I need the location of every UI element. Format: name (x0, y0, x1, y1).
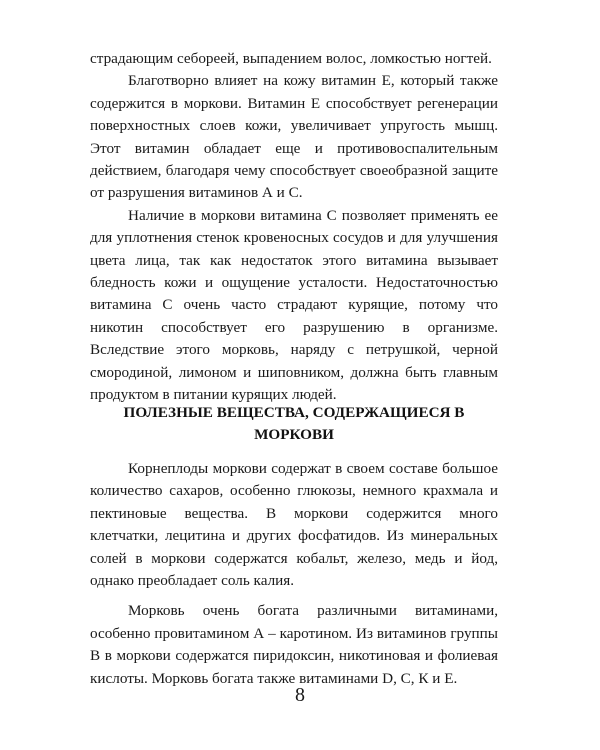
upper-text (90, 48, 498, 407)
section-heading (90, 402, 498, 446)
paragraph-vitamin-e: Благотворно влияет на кожу витамин Е, который также содержится в моркови. Витамин Е способствует регенерации поверхностных слоев кожи, увеличивает упругость мышц. Этот витамин обладает еще и противовоспалительным действием, благодаря чему способствует своеобразной защите от разрушения витаминов А и С. (90, 72, 498, 202)
paragraph-vitamin-c: Наличие в моркови витамина С позволяет применять ее для уплотнения стенок кровеносных сосудов и для улучшения цвета лица, так как недостаток этого витамина вызывает бледность кожи и ощущение усталости. Недостаточностью витамина С очень часто страдают курящие, потому что никотин способствует его разрушению в организме. Вследствие этого морковь, наряду с петрушкой, черной смородиной, лимоном и шиповником, должна быть главным продуктом в питании курящих людей. (90, 206, 498, 404)
section-heading-line-1: ПОЛЕЗНЫЕ ВЕЩЕСТВА, СОДЕРЖАЩИЕСЯ В (123, 404, 465, 421)
paragraph-composition: Корнеплоды моркови содержат в своем составе большое количество сахаров, особенно глюкозы, немного крахмала и пектиновые вещества. В моркови содержится много клетчатки, лецитина и других фосфатидов. Из минеральных солей в моркови содержатся кобальт, железо, медь и йод, однако преобладает соль калия. (90, 460, 498, 590)
paragraph-vitamins: Морковь очень богата различными витаминами, особенно провитамином А – каротином. Из витаминов группы В в моркови содержатся пиридоксин, никотиновая и фолиевая кислоты. Морковь богата также витаминами D, С, К и Е. (90, 602, 498, 687)
lower-text (90, 458, 498, 690)
page-number: 8 (295, 684, 305, 706)
paragraph-continuation: страдающим себореей, выпадением волос, ломкостью ногтей. (90, 50, 492, 67)
section-heading-line-2: МОРКОВИ (254, 426, 334, 443)
